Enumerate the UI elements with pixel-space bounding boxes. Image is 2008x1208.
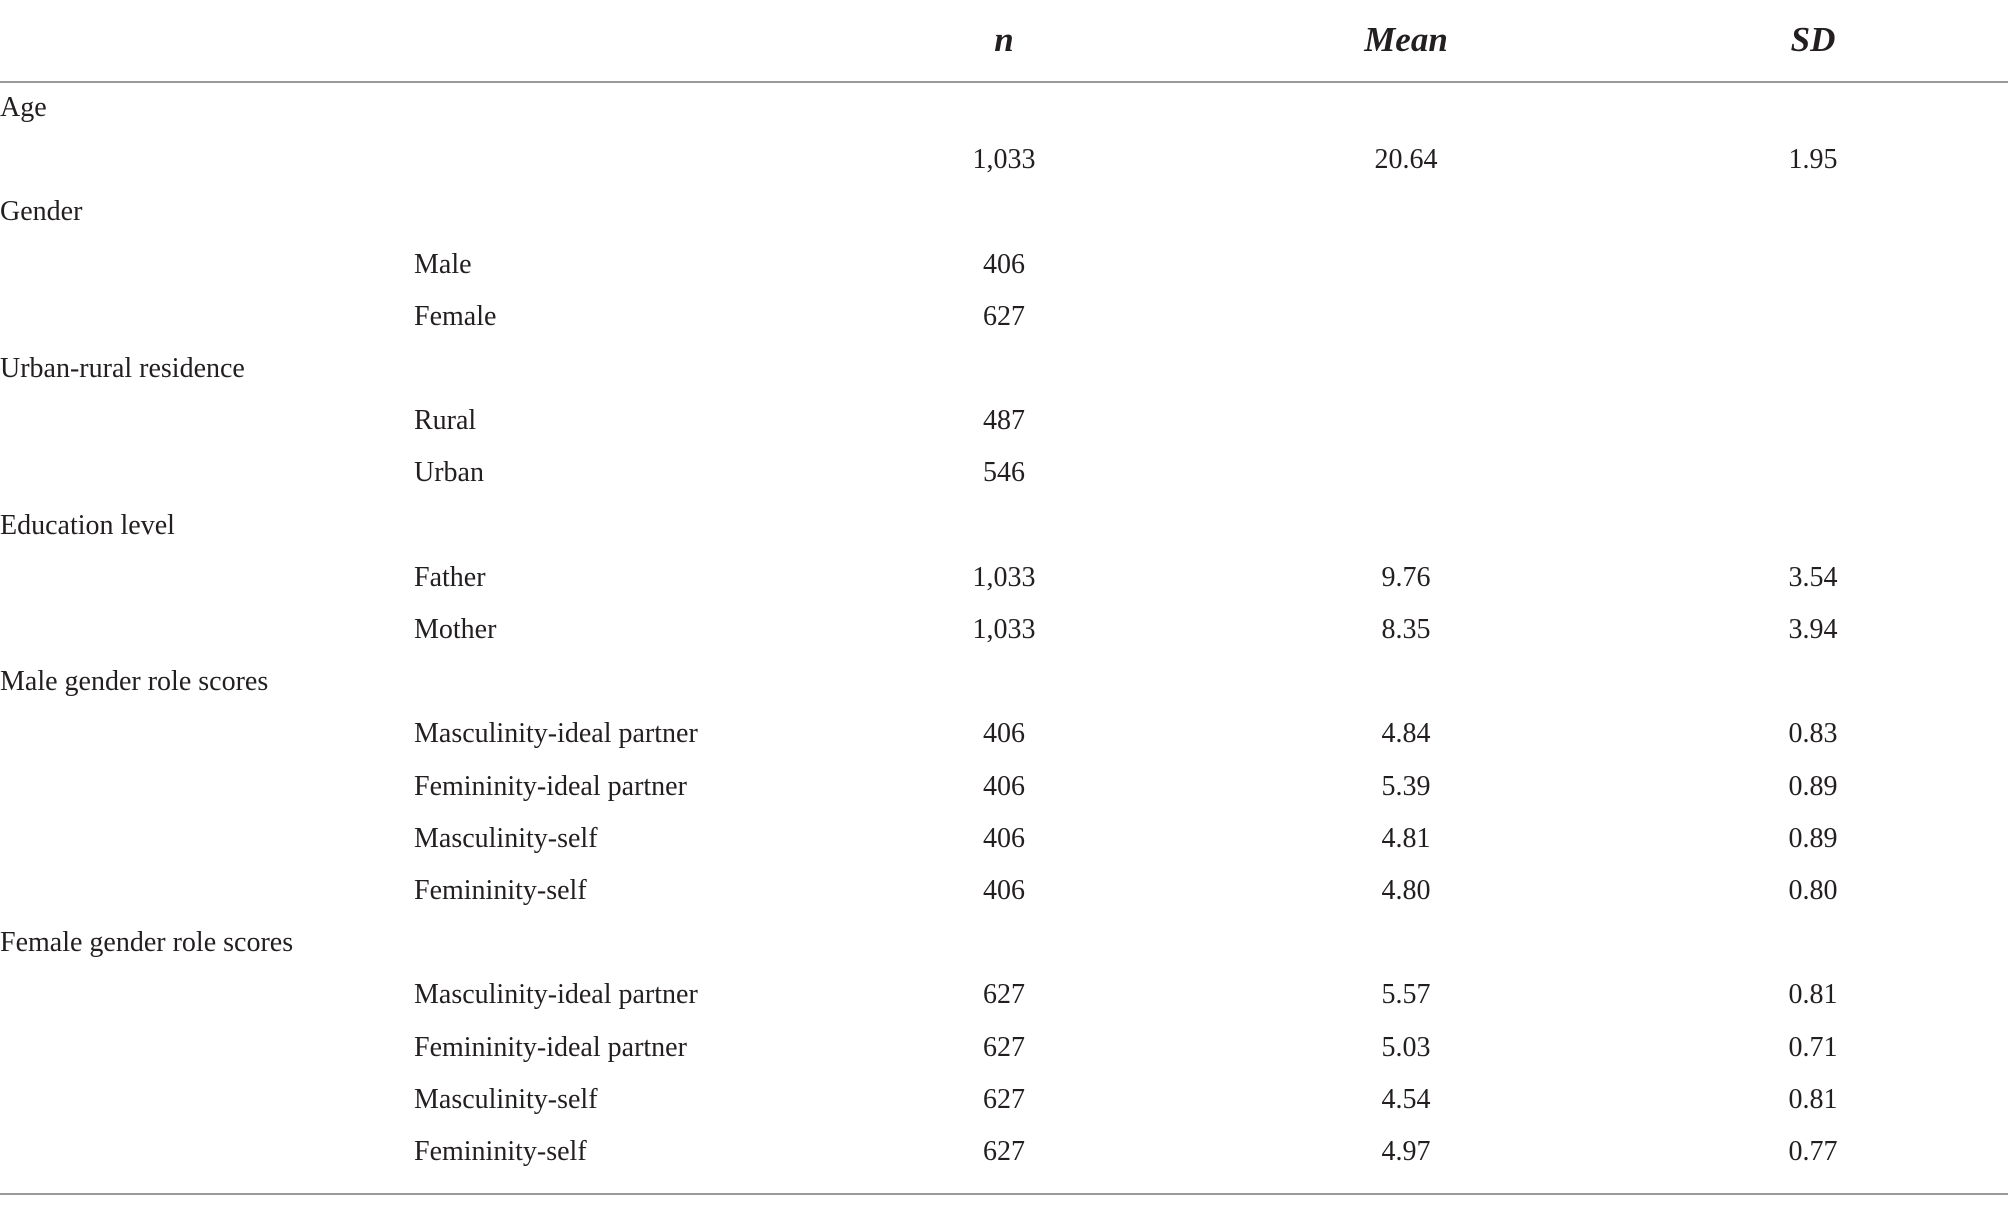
table-row [0,343,2008,395]
table-row [0,917,2008,969]
cell-mean: 8.35 [1381,614,1431,645]
row-sub-label: Femininity-self [414,1136,587,1167]
row-sub-label: Masculinity-self [414,822,598,854]
cell-mean: 5.03 [1381,1031,1431,1063]
table-row [0,447,2008,499]
cell-sd: 0.89 [1788,770,1838,802]
table-row [0,656,2008,708]
table-row [0,239,2008,291]
cell-mean: 20.64 [1374,144,1438,176]
cell-sd: 0.71 [1788,1031,1838,1063]
table-row [0,813,2008,865]
cell-n: 627 [983,1083,1025,1115]
table-header-row [0,0,2008,81]
table-bottom-rule [0,1193,2008,1195]
row-sub-label: Masculinity-self [414,1083,598,1115]
cell-n: 1,033 [972,144,1036,176]
row-sub-label: Rural [414,405,477,437]
header-mean: Mean [1364,20,1448,59]
row-sub-label: Masculinity-ideal partner [414,718,698,750]
cell-n: 406 [983,875,1025,906]
row-group-label: Education level [0,509,175,541]
table-row [0,291,2008,343]
cell-sd: 0.80 [1788,875,1838,906]
cell-sd: 3.94 [1788,614,1838,645]
table-row [0,761,2008,813]
cell-sd: 0.81 [1788,979,1838,1011]
table-row [0,134,2008,186]
table-row [0,969,2008,1021]
cell-n: 627 [983,1136,1025,1167]
cell-mean: 4.84 [1381,718,1431,750]
cell-mean: 5.39 [1381,770,1431,802]
table-row [0,1126,2008,1178]
cell-sd: 0.77 [1788,1136,1838,1167]
table-row [0,186,2008,238]
table-row [0,395,2008,447]
row-sub-label: Femininity-ideal partner [414,1031,687,1063]
cell-n: 406 [983,770,1025,802]
row-sub-label: Femininity-ideal partner [414,770,687,802]
cell-sd: 3.54 [1788,561,1838,593]
row-group-label: Age [0,92,47,123]
cell-n: 627 [983,979,1025,1011]
cell-n: 406 [983,822,1025,854]
row-group-label: Male gender role scores [0,666,269,698]
cell-n: 1,033 [972,614,1036,645]
cell-n: 627 [983,300,1025,332]
table-row [0,552,2008,604]
row-sub-label: Female [414,300,497,332]
row-sub-label: Mother [414,614,497,645]
table-row [0,708,2008,760]
row-group-label: Gender [0,196,83,228]
cell-sd: 0.89 [1788,822,1838,854]
row-group-label: Urban-rural residence [0,353,245,384]
table-row [0,1022,2008,1074]
cell-n: 406 [983,248,1025,280]
cell-mean: 5.57 [1381,979,1431,1011]
table-row [0,82,2008,134]
cell-mean: 4.81 [1381,822,1431,854]
cell-n: 406 [983,718,1025,750]
row-sub-label: Femininity-self [414,875,587,906]
row-sub-label: Male [414,248,472,280]
cell-mean: 4.97 [1381,1136,1431,1167]
header-sd: SD [1790,20,1836,59]
cell-n: 487 [983,405,1025,437]
table-row [0,865,2008,917]
row-sub-label: Father [414,561,486,593]
cell-mean: 4.54 [1381,1083,1431,1115]
cell-sd: 0.83 [1788,718,1838,750]
cell-mean: 4.80 [1381,875,1431,906]
cell-mean: 9.76 [1381,561,1431,593]
cell-sd: 1.95 [1788,144,1838,176]
row-sub-label: Masculinity-ideal partner [414,979,698,1011]
table-row [0,604,2008,656]
table-row [0,500,2008,552]
cell-sd: 0.81 [1788,1083,1838,1115]
cell-n: 546 [983,457,1025,489]
cell-n: 1,033 [972,561,1036,593]
row-group-label: Female gender role scores [0,927,294,959]
header-n: n [994,20,1014,59]
row-sub-label: Urban [414,457,484,489]
table-row [0,1074,2008,1126]
cell-n: 627 [983,1031,1025,1063]
